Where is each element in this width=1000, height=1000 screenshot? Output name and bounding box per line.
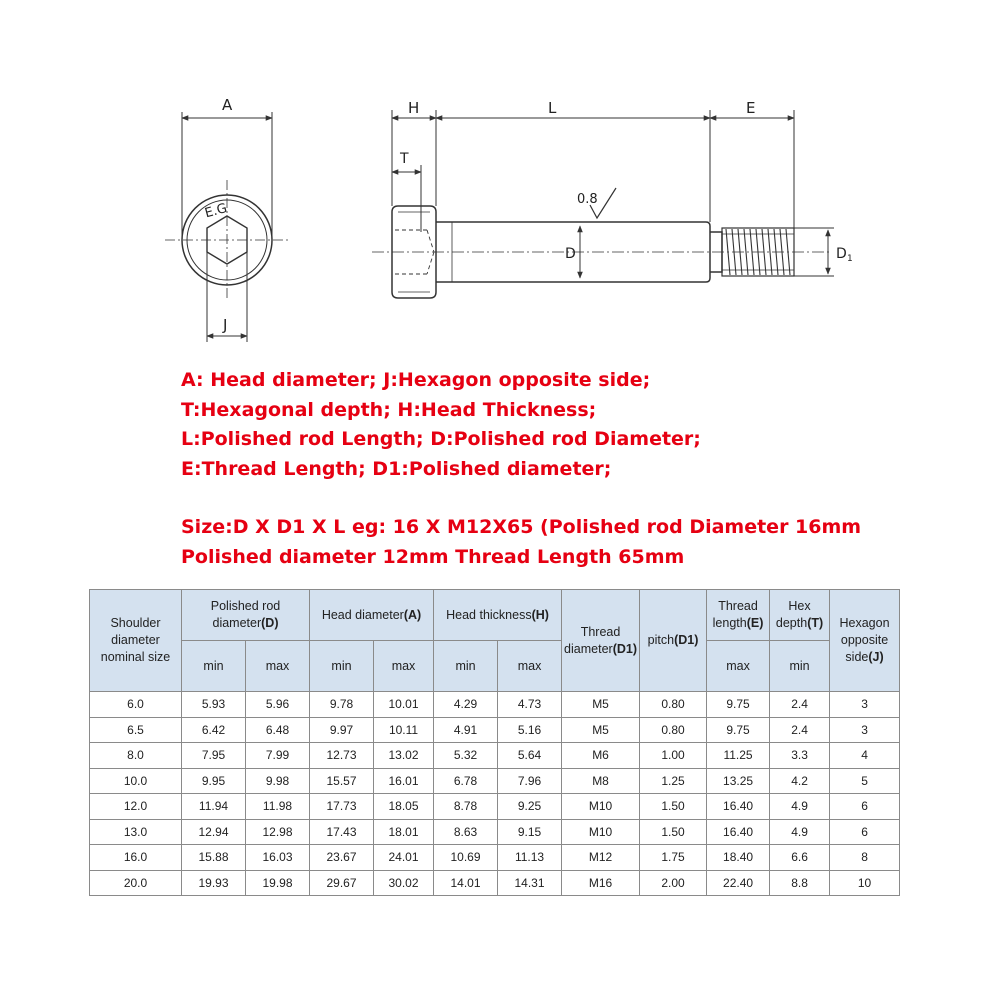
- table-cell: 3: [830, 717, 900, 743]
- table-cell: 5.16: [498, 717, 562, 743]
- table-cell: 18.40: [707, 845, 770, 871]
- header-hex-side: Hexagon opposite side(J): [830, 590, 900, 692]
- table-cell: 1.00: [640, 743, 707, 769]
- label-t: T: [400, 151, 409, 167]
- table-cell: 1.25: [640, 768, 707, 794]
- header-head-thickness: Head thickness(H): [434, 590, 562, 641]
- label-d1-subscript: 1: [847, 254, 853, 264]
- header-max: max: [498, 641, 562, 692]
- table-cell: 10.0: [90, 768, 182, 794]
- table-cell: 13.0: [90, 819, 182, 845]
- table-cell: 12.98: [246, 819, 310, 845]
- legend-line: E:Thread Length; D1:Polished diameter;: [181, 457, 612, 480]
- table-cell: 11.13: [498, 845, 562, 871]
- table-cell: M5: [562, 692, 640, 718]
- table-cell: 0.80: [640, 692, 707, 718]
- legend-line: L:Polished rod Length; D:Polished rod Diameter;: [181, 428, 701, 450]
- table-cell: 8: [830, 845, 900, 871]
- table-cell: 7.95: [182, 743, 246, 769]
- table-cell: 6.48: [246, 717, 310, 743]
- table-cell: 18.01: [374, 819, 434, 845]
- table-cell: 15.88: [182, 845, 246, 871]
- table-cell: 5.32: [434, 743, 498, 769]
- table-cell: M10: [562, 794, 640, 820]
- table-cell: 17.43: [310, 819, 374, 845]
- table-cell: 4.9: [770, 794, 830, 820]
- table-cell: 1.50: [640, 794, 707, 820]
- header-shoulder: Shoulder diameter nominal size: [90, 590, 182, 692]
- table-cell: 6.5: [90, 717, 182, 743]
- table-cell: 13.02: [374, 743, 434, 769]
- table-cell: 9.75: [707, 717, 770, 743]
- bolt-side-view: [372, 110, 834, 298]
- table-cell: 5.96: [246, 692, 310, 718]
- label-eg: E.G: [203, 201, 229, 222]
- table-cell: M6: [562, 743, 640, 769]
- table-cell: 29.67: [310, 870, 374, 896]
- table-cell: 9.25: [498, 794, 562, 820]
- label-a: A: [222, 96, 233, 114]
- header-min: min: [434, 641, 498, 692]
- table-cell: 18.05: [374, 794, 434, 820]
- table-cell: 10.11: [374, 717, 434, 743]
- label-j: J: [223, 316, 228, 334]
- table-row: [90, 819, 900, 845]
- table-cell: M10: [562, 819, 640, 845]
- label-l: L: [548, 99, 557, 117]
- size-note-line: Size:D X D1 X L eg: 16 X M12X65 (Polished rod Diameter 16mm: [181, 516, 862, 538]
- table-cell: 10.01: [374, 692, 434, 718]
- table-cell: 3.3: [770, 743, 830, 769]
- table-cell: 6.6: [770, 845, 830, 871]
- table-cell: 22.40: [707, 870, 770, 896]
- dimension-legend: [181, 366, 981, 484]
- table-row: [90, 845, 900, 871]
- table-cell: 4.2: [770, 768, 830, 794]
- table-cell: 8.63: [434, 819, 498, 845]
- table-cell: 6.78: [434, 768, 498, 794]
- table-cell: M16: [562, 870, 640, 896]
- table-row: [90, 870, 900, 896]
- table-cell: 13.25: [707, 768, 770, 794]
- table-cell: 8.78: [434, 794, 498, 820]
- header-min: min: [182, 641, 246, 692]
- header-thread-length: Thread length(E): [707, 590, 770, 641]
- table-cell: 7.96: [498, 768, 562, 794]
- table-cell: 11.94: [182, 794, 246, 820]
- header-max: max: [707, 641, 770, 692]
- label-h: H: [408, 99, 420, 117]
- table-cell: 30.02: [374, 870, 434, 896]
- table-cell: 8.0: [90, 743, 182, 769]
- table-cell: 10.69: [434, 845, 498, 871]
- header-min: min: [310, 641, 374, 692]
- table-cell: M8: [562, 768, 640, 794]
- table-row: [90, 768, 900, 794]
- spec-table-body: [90, 692, 900, 896]
- table-cell: 4: [830, 743, 900, 769]
- table-cell: 23.67: [310, 845, 374, 871]
- label-roughness: 0.8: [577, 192, 598, 207]
- header-pitch: pitch(D1): [640, 590, 707, 692]
- table-cell: 14.31: [498, 870, 562, 896]
- table-cell: 6.0: [90, 692, 182, 718]
- table-cell: 20.0: [90, 870, 182, 896]
- table-cell: 7.99: [246, 743, 310, 769]
- table-cell: 16.01: [374, 768, 434, 794]
- table-cell: 3: [830, 692, 900, 718]
- table-cell: 4.9: [770, 819, 830, 845]
- table-cell: 6.42: [182, 717, 246, 743]
- table-cell: 9.95: [182, 768, 246, 794]
- table-row: [90, 794, 900, 820]
- table-cell: 19.93: [182, 870, 246, 896]
- spec-table: [89, 589, 900, 896]
- label-d: D: [565, 246, 576, 262]
- table-cell: 2.4: [770, 717, 830, 743]
- table-cell: 2.4: [770, 692, 830, 718]
- table-cell: 0.80: [640, 717, 707, 743]
- table-cell: 4.29: [434, 692, 498, 718]
- table-cell: 1.75: [640, 845, 707, 871]
- table-cell: 5: [830, 768, 900, 794]
- table-cell: 15.57: [310, 768, 374, 794]
- table-cell: 6: [830, 794, 900, 820]
- table-cell: 16.03: [246, 845, 310, 871]
- header-max: max: [246, 641, 310, 692]
- table-row: [90, 692, 900, 718]
- table-cell: M5: [562, 717, 640, 743]
- table-cell: 1.50: [640, 819, 707, 845]
- header-hex-depth: Hex depth(T): [770, 590, 830, 641]
- table-cell: 24.01: [374, 845, 434, 871]
- header-min: min: [770, 641, 830, 692]
- table-cell: 8.8: [770, 870, 830, 896]
- table-cell: 12.94: [182, 819, 246, 845]
- table-cell: 6: [830, 819, 900, 845]
- table-cell: 17.73: [310, 794, 374, 820]
- table-cell: 19.98: [246, 870, 310, 896]
- table-cell: 9.78: [310, 692, 374, 718]
- table-cell: 16.40: [707, 819, 770, 845]
- table-cell: 9.75: [707, 692, 770, 718]
- table-cell: 5.64: [498, 743, 562, 769]
- table-cell: 9.98: [246, 768, 310, 794]
- bolt-technical-drawing: [0, 0, 1000, 360]
- head-end-view: [165, 112, 290, 342]
- header-head-diameter: Head diameter(A): [310, 590, 434, 641]
- header-max: max: [374, 641, 434, 692]
- table-cell: 9.15: [498, 819, 562, 845]
- table-cell: 12.0: [90, 794, 182, 820]
- table-cell: 5.93: [182, 692, 246, 718]
- label-d1: D: [836, 246, 847, 262]
- table-row: [90, 743, 900, 769]
- table-cell: 4.73: [498, 692, 562, 718]
- table-cell: 16.40: [707, 794, 770, 820]
- size-note-line: Polished diameter 12mm Thread Length 65mm: [181, 546, 685, 568]
- size-note: [181, 512, 981, 572]
- table-cell: 11.25: [707, 743, 770, 769]
- table-cell: 11.98: [246, 794, 310, 820]
- table-cell: 9.97: [310, 717, 374, 743]
- table-cell: 4.91: [434, 717, 498, 743]
- table-row: [90, 717, 900, 743]
- header-rod-diameter: Polished rod diameter(D): [182, 590, 310, 641]
- table-cell: 10: [830, 870, 900, 896]
- table-cell: M12: [562, 845, 640, 871]
- legend-line: A: Head diameter; J:Hexagon opposite side;: [181, 369, 651, 391]
- legend-line: T:Hexagonal depth; H:Head Thickness;: [181, 398, 597, 421]
- table-cell: 2.00: [640, 870, 707, 896]
- label-e: E: [746, 99, 756, 117]
- table-cell: 14.01: [434, 870, 498, 896]
- table-cell: 12.73: [310, 743, 374, 769]
- table-cell: 16.0: [90, 845, 182, 871]
- header-thread-diameter: Thread diameter(D1): [562, 590, 640, 692]
